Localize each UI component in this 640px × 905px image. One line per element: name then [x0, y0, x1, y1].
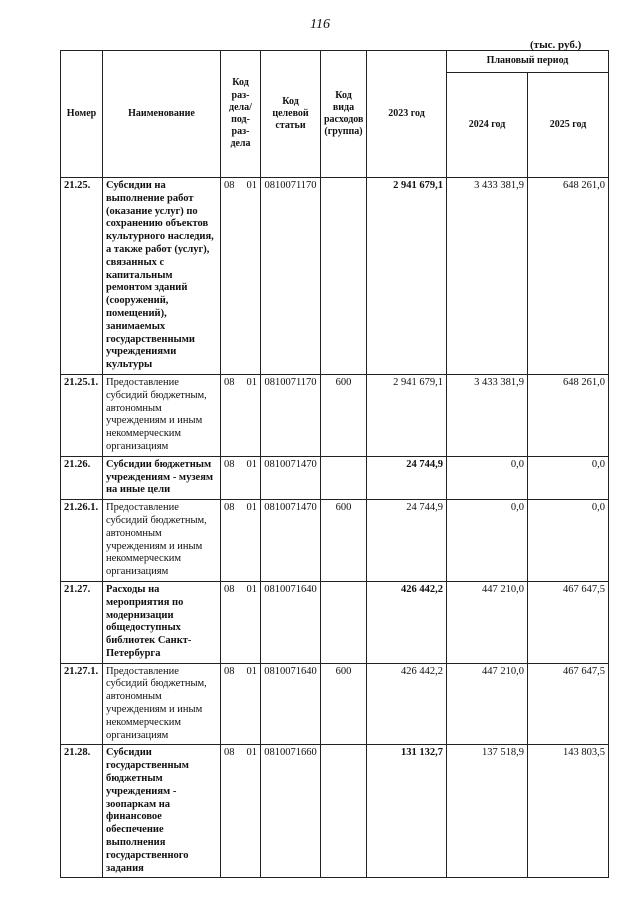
row-target: 0810071170: [261, 178, 321, 375]
row-2025: 0,0: [528, 456, 609, 499]
row-2023: 24 744,9: [367, 500, 447, 582]
table-body: [61, 178, 609, 878]
row-2025: 467 647,5: [528, 581, 609, 663]
header-number: Номер: [61, 51, 103, 178]
row-section-code: 08: [224, 747, 235, 759]
row-target: 0810071470: [261, 456, 321, 499]
row-number: 21.27.1.: [61, 663, 103, 745]
row-expense-type: [321, 745, 367, 878]
header-target: Код целевой статьи: [261, 51, 321, 178]
table-row: [61, 745, 609, 878]
row-expense-type: [321, 456, 367, 499]
header-2025: 2025 год: [528, 73, 609, 178]
row-section: [221, 374, 261, 456]
units-label: (тыс. руб.): [530, 39, 582, 51]
row-name: Субсидии бюджетным учреждениям - музеям на иные цели: [103, 456, 221, 499]
row-section-code: 08: [224, 376, 235, 388]
row-2025: 467 647,5: [528, 663, 609, 745]
row-number: 21.26.: [61, 456, 103, 499]
row-2024: 0,0: [447, 456, 528, 499]
row-2024: 3 433 381,9: [447, 178, 528, 375]
row-target: 0810071640: [261, 663, 321, 745]
row-expense-type: 600: [321, 663, 367, 745]
row-2025: 143 803,5: [528, 745, 609, 878]
row-2024: 447 210,0: [447, 663, 528, 745]
row-name: Предоставление субсидий бюджетным, автономным учреждениям и иным некоммерческим организациям: [103, 663, 221, 745]
row-section: [221, 178, 261, 375]
row-subsection-code: 01: [246, 583, 257, 595]
row-2024: 447 210,0: [447, 581, 528, 663]
row-section: [221, 500, 261, 582]
row-section-code: 08: [224, 458, 235, 470]
row-section-code: 08: [224, 665, 235, 677]
row-number: 21.26.1.: [61, 500, 103, 582]
row-expense-type: 600: [321, 500, 367, 582]
row-section: [221, 581, 261, 663]
row-2024: 137 518,9: [447, 745, 528, 878]
row-2023: 426 442,2: [367, 663, 447, 745]
header-name: Наименование: [103, 51, 221, 178]
table-row: [61, 456, 609, 499]
row-number: 21.28.: [61, 745, 103, 878]
row-name: Расходы на мероприятия по модернизации общедоступных библиотек Санкт-Петербурга: [103, 581, 221, 663]
row-section-code: 08: [224, 180, 235, 191]
row-2025: 0,0: [528, 500, 609, 582]
row-name: Предоставление субсидий бюджетным, автономным учреждениям и иным некоммерческим организациям: [103, 500, 221, 582]
row-name: Субсидии на выполнение работ (оказание услуг) по сохранению объектов культурного наследия, а также работ (услуг), связанных с капитальным ремонтом зданий (сооружений, помещений), занимаемых государственными учреждениями культуры: [103, 178, 221, 375]
row-2025: 648 261,0: [528, 178, 609, 375]
row-section: [221, 745, 261, 878]
row-subsection-code: 01: [246, 458, 257, 470]
row-section-code: 08: [224, 583, 235, 595]
row-number: 21.25.: [61, 178, 103, 375]
row-expense-type: 600: [321, 374, 367, 456]
budget-table: [60, 50, 609, 878]
row-subsection-code: 01: [246, 180, 257, 191]
table-row: [61, 178, 609, 375]
row-subsection-code: 01: [246, 376, 257, 388]
table-row: [61, 581, 609, 663]
row-expense-type: [321, 581, 367, 663]
row-section: [221, 456, 261, 499]
row-section-code: 08: [224, 502, 235, 514]
row-2025: 648 261,0: [528, 374, 609, 456]
page-number: 116: [310, 17, 330, 32]
row-subsection-code: 01: [246, 747, 257, 759]
row-2024: 0,0: [447, 500, 528, 582]
row-2024: 3 433 381,9: [447, 374, 528, 456]
row-target: 0810071660: [261, 745, 321, 878]
header-expense-type: Код вида расходов (группа): [321, 51, 367, 178]
row-name: Предоставление субсидий бюджетным, автономным учреждениям и иным некоммерческим организациям: [103, 374, 221, 456]
row-expense-type: [321, 178, 367, 375]
row-subsection-code: 01: [246, 665, 257, 677]
row-target: 0810071470: [261, 500, 321, 582]
table-row: [61, 663, 609, 745]
row-2023: 426 442,2: [367, 581, 447, 663]
row-2023: 2 941 679,1: [367, 178, 447, 375]
row-target: 0810071170: [261, 374, 321, 456]
row-subsection-code: 01: [246, 502, 257, 514]
header-section: Код раз- дела/ под- раз- дела: [221, 51, 261, 178]
row-2023: 131 132,7: [367, 745, 447, 878]
row-name: Субсидии государственным бюджетным учреждениям - зоопаркам на финансовое обеспечение выполнения государственного задания: [103, 745, 221, 878]
row-target: 0810071640: [261, 581, 321, 663]
header-2024: 2024 год: [447, 73, 528, 178]
row-2023: 24 744,9: [367, 456, 447, 499]
row-2023: 2 941 679,1: [367, 374, 447, 456]
row-section: [221, 663, 261, 745]
row-number: 21.25.1.: [61, 374, 103, 456]
table-row: [61, 500, 609, 582]
table-row: [61, 374, 609, 456]
row-number: 21.27.: [61, 581, 103, 663]
header-2023: 2023 год: [367, 51, 447, 178]
header-planning-period: Плановый период: [447, 51, 609, 73]
